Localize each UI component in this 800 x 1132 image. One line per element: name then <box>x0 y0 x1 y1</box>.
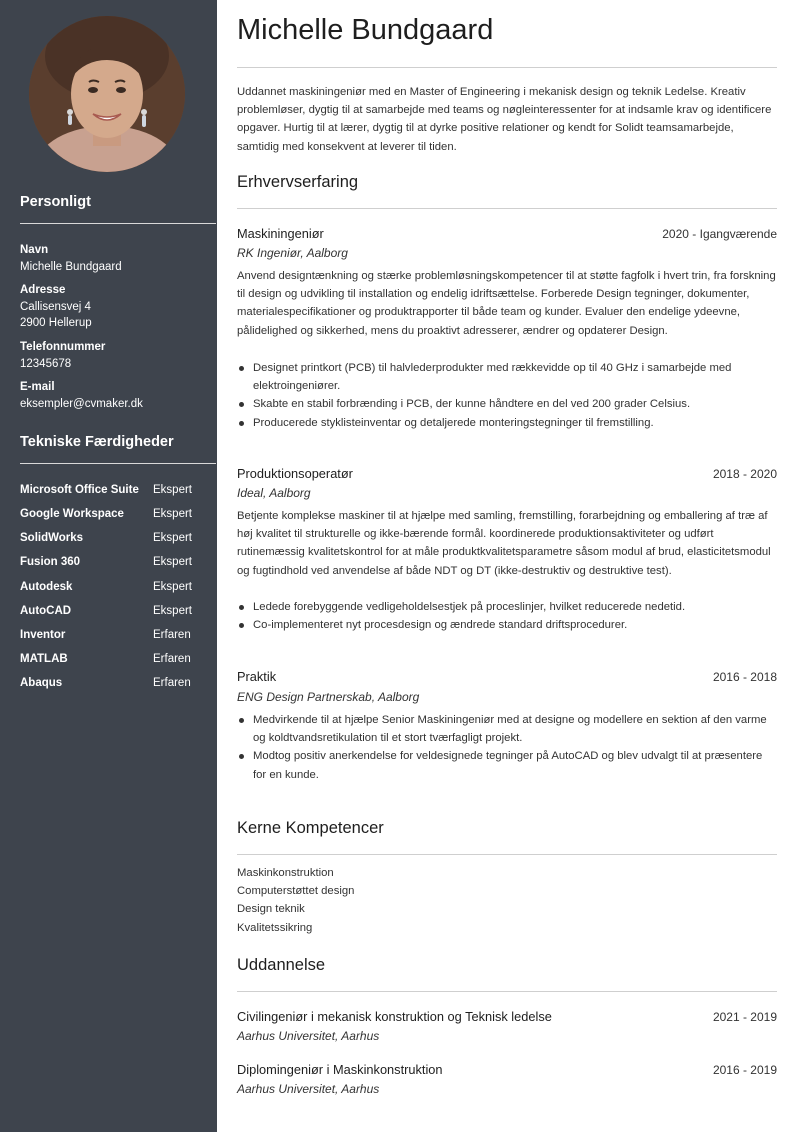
portrait-image <box>29 16 185 172</box>
job-date: 2018 - 2020 <box>712 467 777 481</box>
education-date: 2021 - 2019 <box>712 1010 777 1024</box>
list-item: Co-implementeret nyt procesdesign og ændrede standard driftsprocedurer. <box>237 616 777 634</box>
list-item: Modtog positiv anerkendelse for veldesignede tegninger på AutoCAD og blev udvalgt til at præsentere for en kunde. <box>237 747 777 783</box>
education-school: Aarhus Universitet, Aarhus <box>237 1029 380 1043</box>
skill-row <box>20 677 196 693</box>
profile-photo <box>29 16 185 172</box>
competency-item: Computerstøttet design <box>237 885 355 897</box>
job-bullets <box>237 598 777 634</box>
skill-level: Ekspert <box>153 581 192 593</box>
skill-name: MATLAB <box>20 653 68 665</box>
list-item: Ledede forebyggende vedligeholdelsestjek på proceslinjer, hvilket reducerede nedetid. <box>237 598 777 616</box>
skill-name: Google Workspace <box>20 508 124 520</box>
skill-name: Inventor <box>20 629 66 641</box>
list-item: Designet printkort (PCB) til halvlederprodukter med rækkevidde op til 40 GHz i samarbejde med elektroingeniører. <box>237 359 777 395</box>
skill-level: Ekspert <box>153 484 192 496</box>
skill-level: Erfaren <box>153 677 191 689</box>
skill-row <box>20 581 196 597</box>
skills-heading: Tekniske Færdigheder <box>20 434 174 450</box>
personal-value-address-line1: Callisensvej 4 <box>20 301 91 313</box>
personal-value-email: eksempler@cvmaker.dk <box>20 398 143 410</box>
skill-name: Autodesk <box>20 581 73 593</box>
education-title: Diplomingeniør i Maskinkonstruktion <box>237 1062 443 1077</box>
divider <box>20 223 216 224</box>
job-bullets <box>237 359 777 432</box>
job-description: Betjente komplekse maskiner til at hjælpe med samling, fremstilling, forarbejdning og emballering af træ af høj kvalitet til strukturelle og ikke-bærende formål. koordinerede produktionsaktiviteter og udført rutinemæssig kvalitetskontrol for at måle produktkvalitetsparametre såsom modul af brud, elasticitetsmodul og fugtindhold ved anvendelse af både NDT og DT (ikke-destruktiv og destruktive test). <box>237 510 771 577</box>
skill-name: AutoCAD <box>20 605 72 617</box>
education-school: Aarhus Universitet, Aarhus <box>237 1082 380 1096</box>
job-bullets <box>237 711 777 784</box>
skill-name: SolidWorks <box>20 532 84 544</box>
skill-row <box>20 532 196 548</box>
job-company: ENG Design Partnerskab, Aalborg <box>237 690 420 704</box>
personal-label-phone: Telefonnummer <box>20 341 106 353</box>
sidebar <box>0 0 217 1132</box>
skill-level: Ekspert <box>153 605 192 617</box>
job-date: 2020 - Igangværende <box>662 227 777 241</box>
divider <box>237 208 777 209</box>
personal-heading: Personligt <box>20 194 91 210</box>
divider <box>237 67 777 68</box>
personal-label-address: Adresse <box>20 284 66 296</box>
skill-level: Ekspert <box>153 556 192 568</box>
job-company: Ideal, Aalborg <box>237 486 311 500</box>
education-heading: Uddannelse <box>237 956 326 974</box>
job-title: Maskiningeniør <box>237 226 324 241</box>
skill-name: Abaqus <box>20 677 63 689</box>
skill-row <box>20 484 196 500</box>
list-item: Medvirkende til at hjælpe Senior Maskiningeniør med at designe og modellere en sektion af den varme og koldtvandsretikulation til et stort tværfagligt projekt. <box>237 711 777 747</box>
competencies-heading: Kerne Kompetencer <box>237 819 384 837</box>
personal-label-email: E-mail <box>20 381 55 393</box>
competency-item: Design teknik <box>237 903 305 915</box>
personal-value-address-line2: 2900 Hellerup <box>20 317 92 329</box>
education-title: Civilingeniør i mekanisk konstruktion og Teknisk ledelse <box>237 1009 552 1024</box>
job-date: 2016 - 2018 <box>712 670 777 684</box>
competency-item: Kvalitetssikring <box>237 922 313 934</box>
summary-text: Uddannet maskiningeniør med en Master of Engineering i mekanisk design og teknik Ledelse. Kreativ problemløser, dygtig til at samarbejde med teams og nøgleinteressenter for at indsamle krav og identificere opgaver. Hurtig til at lærer, dygtig til at dyrke positive relationer og kendt for Solidt teamsamarbejde, samtidig med konsekvent at leverer til tiden. <box>237 86 772 153</box>
skill-level: Erfaren <box>153 653 191 665</box>
divider <box>237 991 777 992</box>
skill-row <box>20 629 196 645</box>
job-title: Produktionsoperatør <box>237 466 353 481</box>
list-item: Producerede styklisteinventar og detaljerede monteringstegninger til fremstilling. <box>237 414 777 432</box>
job-company: RK Ingeniør, Aalborg <box>237 246 348 260</box>
page-title: Michelle Bundgaard <box>237 14 494 46</box>
skill-name: Microsoft Office Suite <box>20 484 139 496</box>
skill-row <box>20 556 196 572</box>
job-description: Anvend designtænkning og stærke problemløsningskompetencer til at støtte fagfolk i hvert trin, fra forskning til design og udvikling til installation og endelig idriftsættelse. Forberede Design tegninger, dokumenter, materialespecifikationer og produktrapporter til både team og kunder. Evaluer den endelige ydeevne, pålidelighed og sikkerhed, mens du proaktivt adresserer, ændrer og opdaterer Design. <box>237 270 776 337</box>
skill-row <box>20 653 196 669</box>
personal-value-name: Michelle Bundgaard <box>20 261 122 273</box>
personal-value-phone: 12345678 <box>20 358 72 370</box>
education-date: 2016 - 2019 <box>712 1063 777 1077</box>
divider <box>237 854 777 855</box>
divider <box>20 463 216 464</box>
personal-label-name: Navn <box>20 244 49 256</box>
experience-heading: Erhvervserfaring <box>237 173 359 191</box>
skill-name: Fusion 360 <box>20 556 81 568</box>
list-item: Skabte en stabil forbrænding i PCB, der kunne håndtere en del ved 200 grader Celsius. <box>237 395 777 413</box>
skill-row <box>20 605 196 621</box>
skill-level: Erfaren <box>153 629 191 641</box>
competency-item: Maskinkonstruktion <box>237 867 334 879</box>
skill-row <box>20 508 196 524</box>
job-title: Praktik <box>237 669 277 684</box>
skill-level: Ekspert <box>153 508 192 520</box>
skill-level: Ekspert <box>153 532 192 544</box>
